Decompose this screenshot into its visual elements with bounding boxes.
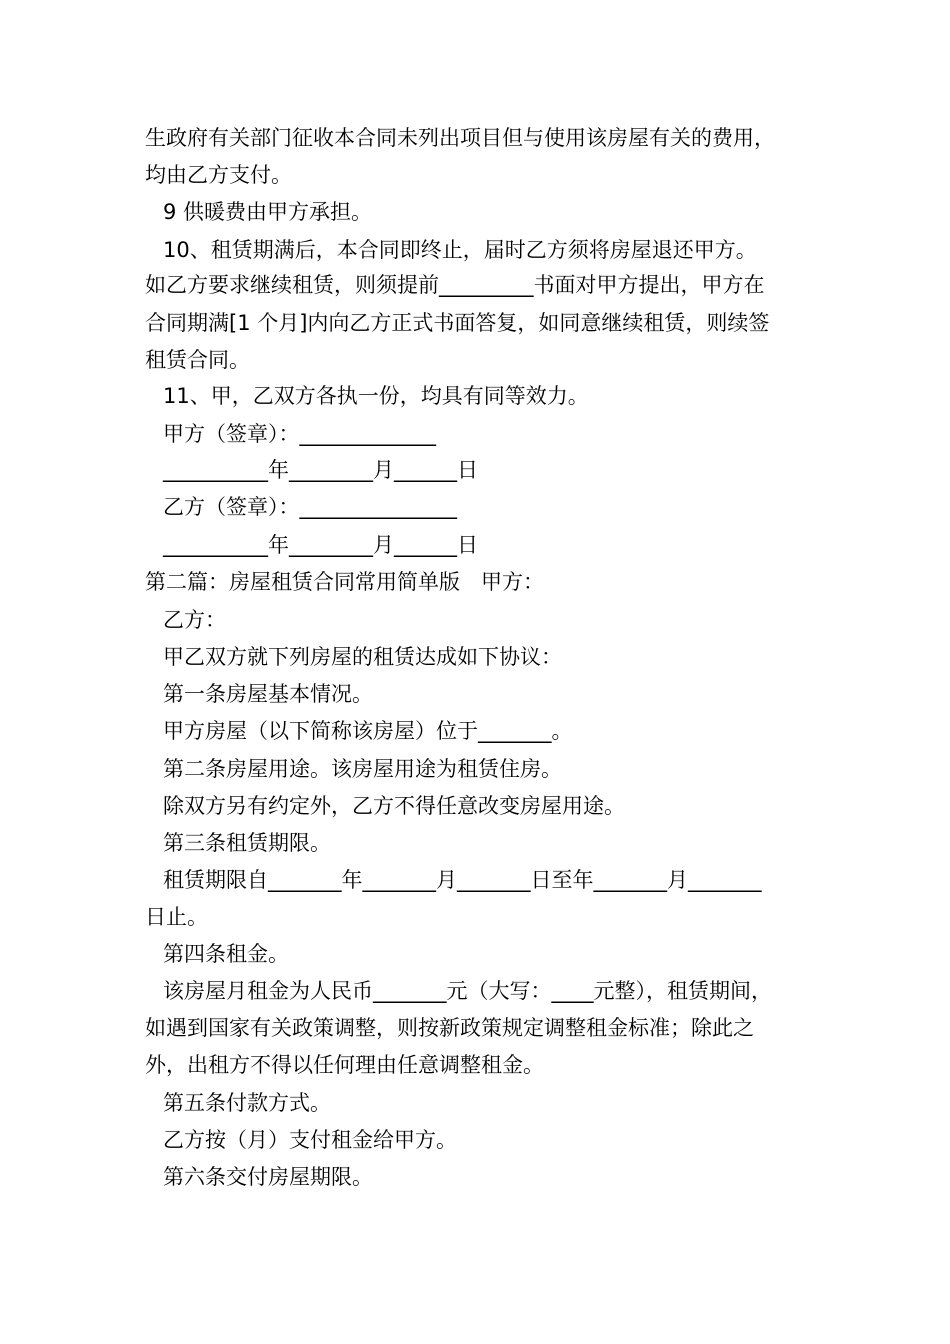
text-line: 租赁合同。 [145, 348, 250, 372]
text-line: 日止。 [145, 905, 208, 929]
text-line: 乙方按（月）支付租金给甲方。 [163, 1128, 457, 1152]
text-line: 如遇到国家有关政策调整，则按新政策规定调整租金标准；除此之 [145, 1016, 754, 1040]
text-line: 11、甲，乙双方各执一份，均具有同等效力。 [163, 384, 589, 408]
article-heading: 第四条租金。 [163, 942, 289, 966]
signature-line-party-a: 甲方（签章）：_____________ [163, 422, 436, 446]
article-heading: 第五条付款方式。 [163, 1091, 331, 1115]
text-line: 甲方房屋（以下简称该房屋）位于_______。 [163, 719, 573, 743]
article-heading: 第六条交付房屋期限。 [163, 1165, 373, 1189]
text-line: 除双方另有约定外，乙方不得任意改变房屋用途。 [163, 794, 625, 818]
text-line: 甲乙双方就下列房屋的租赁达成如下协议： [163, 645, 562, 669]
article-heading: 第三条租赁期限。 [163, 831, 331, 855]
text-line: 乙方： [163, 608, 226, 632]
text-line: 该房屋月租金为人民币_______元（大写：____元整），租赁期间， [163, 979, 772, 1003]
date-line-party-a: __________年________月______日 [163, 458, 478, 482]
text-line: 外，出租方不得以任何理由任意调整租金。 [145, 1053, 544, 1077]
text-line: 均由乙方支付。 [145, 163, 292, 187]
signature-line-party-b: 乙方（签章）：_______________ [163, 495, 457, 519]
article-heading: 第二条房屋用途。该房屋用途为租赁住房。 [163, 757, 562, 781]
text-line: 租赁期限自_______年_______月_______日至年_______月_______ [163, 868, 762, 892]
date-line-party-b: __________年________月______日 [163, 533, 478, 557]
text-line: 10、租赁期满后，本合同即终止，届时乙方须将房屋退还甲方。 [163, 238, 757, 262]
article-heading: 第一条房屋基本情况。 [163, 682, 373, 706]
text-line: 如乙方要求继续租赁，则须提前_________书面对甲方提出，甲方在 [145, 273, 765, 297]
text-line: 合同期满[1 个月]内向乙方正式书面答复，如同意继续租赁，则续签 [145, 311, 770, 335]
section-heading: 第二篇：房屋租赁合同常用简单版 甲方： [145, 570, 544, 594]
text-line: 生政府有关部门征收本合同未列出项目但与使用该房屋有关的费用， [145, 126, 775, 150]
text-line: 9 供暖费由甲方承担。 [163, 200, 373, 224]
